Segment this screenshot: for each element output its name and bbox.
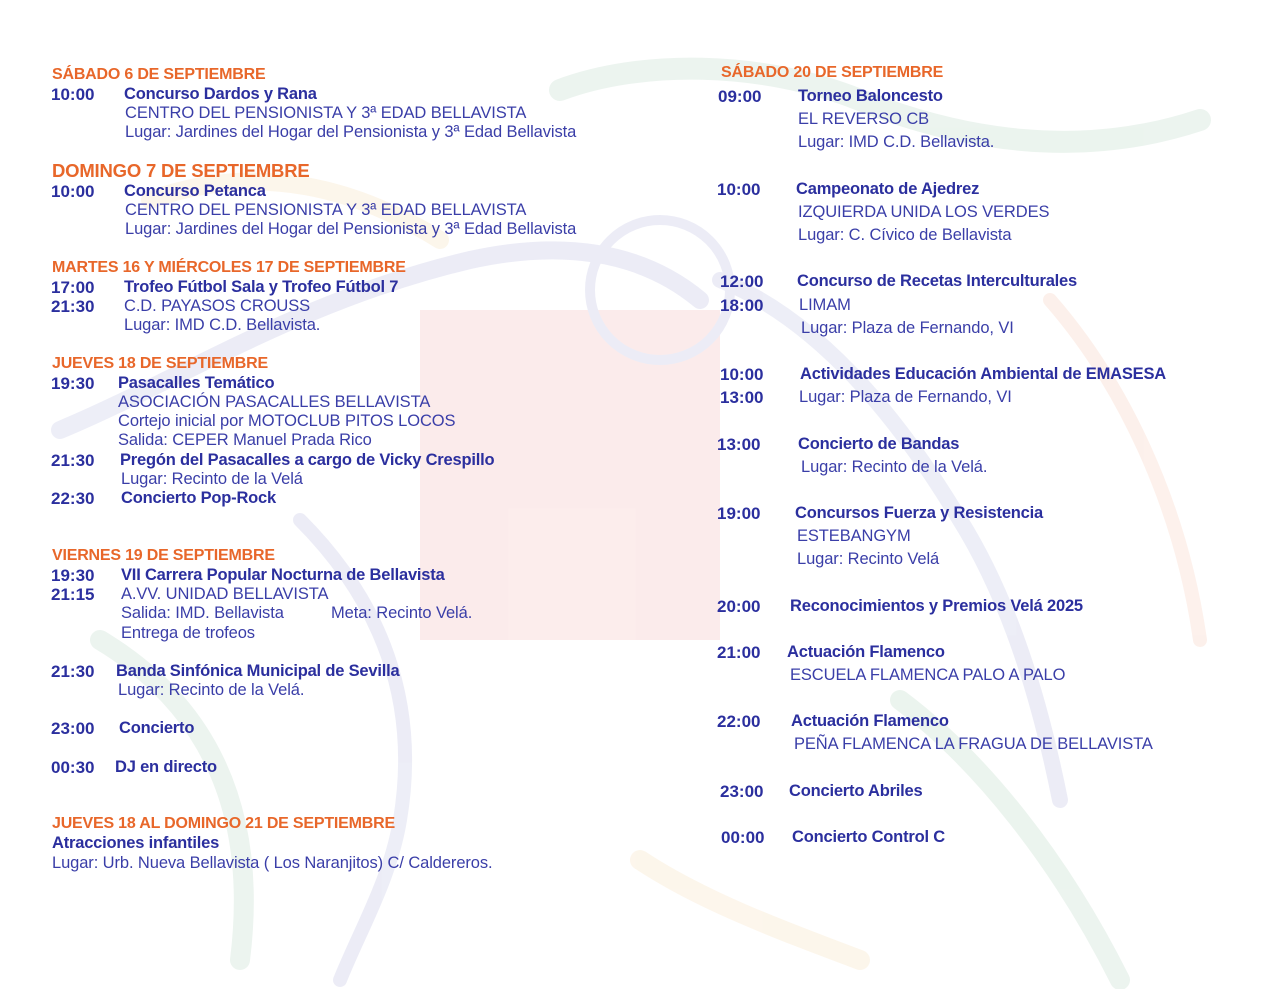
event-time: 18:00	[720, 296, 764, 315]
event-location: Lugar: Urb. Nueva Bellavista ( Los Naranjitos) C/ Caldereros.	[52, 854, 493, 872]
event-location: Lugar: Recinto de la Velá	[121, 470, 303, 488]
event-time: 23:00	[51, 719, 95, 738]
event-time: 22:00	[717, 712, 761, 731]
event-time: 10:00	[51, 182, 95, 201]
day-heading: MARTES 16 Y MIÉRCOLES 17 DE SEPTIEMBRE	[52, 259, 406, 276]
event-time: 22:30	[51, 489, 95, 508]
event-title: Campeonato de Ajedrez	[796, 180, 980, 198]
event-title: Pregón del Pasacalles a cargo de Vicky Crespillo	[120, 451, 495, 469]
event-time: 19:30	[51, 566, 95, 585]
event-detail: Cortejo inicial por MOTOCLUB PITOS LOCOS	[118, 412, 456, 430]
event-title: Concurso de Recetas Interculturales	[797, 272, 1078, 290]
event-detail: Entrega de trofeos	[121, 624, 255, 642]
event-location: Lugar: Jardines del Hogar del Pensionista y 3ª Edad Bellavista	[125, 220, 577, 238]
event-organizer: ASOCIACIÓN PASACALLES BELLAVISTA	[118, 393, 431, 411]
event-title: Concierto	[119, 719, 195, 737]
event-title: Trofeo Fútbol Sala y Trofeo Fútbol 7	[124, 278, 399, 296]
event-time: 19:00	[717, 504, 761, 523]
day-heading: SÁBADO 20 DE SEPTIEMBRE	[721, 64, 944, 81]
event-start: Salida: IMD. Bellavista	[121, 604, 284, 622]
event-title: Pasacalles Temático	[118, 374, 275, 392]
day-heading: JUEVES 18 DE SEPTIEMBRE	[52, 355, 268, 372]
event-organizer: ESCUELA FLAMENCA PALO A PALO	[790, 666, 1066, 684]
event-location: Lugar: Recinto de la Velá.	[801, 458, 988, 476]
event-organizer: ESTEBANGYM	[797, 527, 911, 545]
event-title: Atracciones infantiles	[52, 834, 220, 852]
event-time: 23:00	[720, 782, 764, 801]
event-time: 21:15	[51, 585, 95, 604]
event-title: Concurso Dardos y Rana	[124, 85, 317, 103]
event-organizer: IZQUIERDA UNIDA LOS VERDES	[798, 203, 1050, 221]
event-title: Actuación Flamenco	[791, 712, 949, 730]
event-title: Concierto Control C	[792, 828, 945, 846]
event-time: 21:30	[51, 297, 95, 316]
event-time: 19:30	[51, 374, 95, 393]
event-time: 00:30	[51, 758, 95, 777]
event-time: 10:00	[720, 365, 764, 384]
event-title: Concierto Abriles	[789, 782, 923, 800]
event-organizer: CENTRO DEL PENSIONISTA Y 3ª EDAD BELLAVISTA	[125, 104, 527, 122]
event-time: 00:00	[721, 828, 765, 847]
event-title: Concierto Pop-Rock	[121, 489, 276, 507]
event-location: Lugar: C. Cívico de Bellavista	[798, 226, 1012, 244]
event-location: Lugar: Plaza de Fernando, VI	[801, 319, 1014, 337]
event-title: Concurso Petanca	[124, 182, 266, 200]
day-heading: DOMINGO 7 DE SEPTIEMBRE	[52, 160, 310, 181]
event-location: Lugar: Plaza de Fernando, VI	[799, 388, 1012, 406]
event-title: Concursos Fuerza y Resistencia	[795, 504, 1044, 522]
event-time: 10:00	[717, 180, 761, 199]
event-time: 12:00	[720, 272, 764, 291]
event-detail: Salida: CEPER Manuel Prada Rico	[118, 431, 372, 449]
event-time: 13:00	[720, 388, 764, 407]
event-title: VII Carrera Popular Nocturna de Bellavista	[121, 566, 445, 584]
event-organizer: A.VV. UNIDAD BELLAVISTA	[121, 585, 329, 603]
event-location: Lugar: IMD C.D. Bellavista.	[124, 316, 321, 334]
event-time: 20:00	[717, 597, 761, 616]
event-time: 13:00	[717, 435, 761, 454]
event-organizer: LIMAM	[799, 296, 851, 314]
event-location: Lugar: Recinto de la Velá.	[118, 681, 305, 699]
event-title: Torneo Baloncesto	[798, 87, 943, 105]
event-location: Lugar: Recinto Velá	[797, 550, 940, 568]
event-title: Actividades Educación Ambiental de EMASESA	[800, 365, 1166, 383]
event-finish: Meta: Recinto Velá.	[331, 604, 473, 622]
event-location: Lugar: IMD C.D. Bellavista.	[798, 133, 995, 151]
event-time: 10:00	[51, 85, 95, 104]
event-organizer: CENTRO DEL PENSIONISTA Y 3ª EDAD BELLAVISTA	[125, 201, 527, 219]
event-organizer: PEÑA FLAMENCA LA FRAGUA DE BELLAVISTA	[794, 735, 1153, 753]
day-heading: VIERNES 19 DE SEPTIEMBRE	[52, 547, 275, 564]
event-time: 21:30	[51, 662, 95, 681]
event-time: 21:30	[51, 451, 95, 470]
event-organizer: C.D. PAYASOS CROUSS	[124, 297, 311, 315]
event-time: 21:00	[717, 643, 761, 662]
event-title: Banda Sinfónica Municipal de Sevilla	[116, 662, 400, 680]
event-time: 09:00	[718, 87, 762, 106]
event-title: Reconocimientos y Premios Velá 2025	[790, 597, 1083, 615]
event-location: Lugar: Jardines del Hogar del Pensionista y 3ª Edad Bellavista	[125, 123, 577, 141]
event-title: Actuación Flamenco	[787, 643, 945, 661]
day-heading: SÁBADO 6 DE SEPTIEMBRE	[52, 66, 266, 83]
day-heading: JUEVES 18 AL DOMINGO 21 DE SEPTIEMBRE	[52, 815, 395, 832]
event-title: DJ en directo	[115, 758, 217, 776]
event-organizer: EL REVERSO CB	[798, 110, 930, 128]
event-time: 17:00	[51, 278, 95, 297]
event-title: Concierto de Bandas	[798, 435, 960, 453]
